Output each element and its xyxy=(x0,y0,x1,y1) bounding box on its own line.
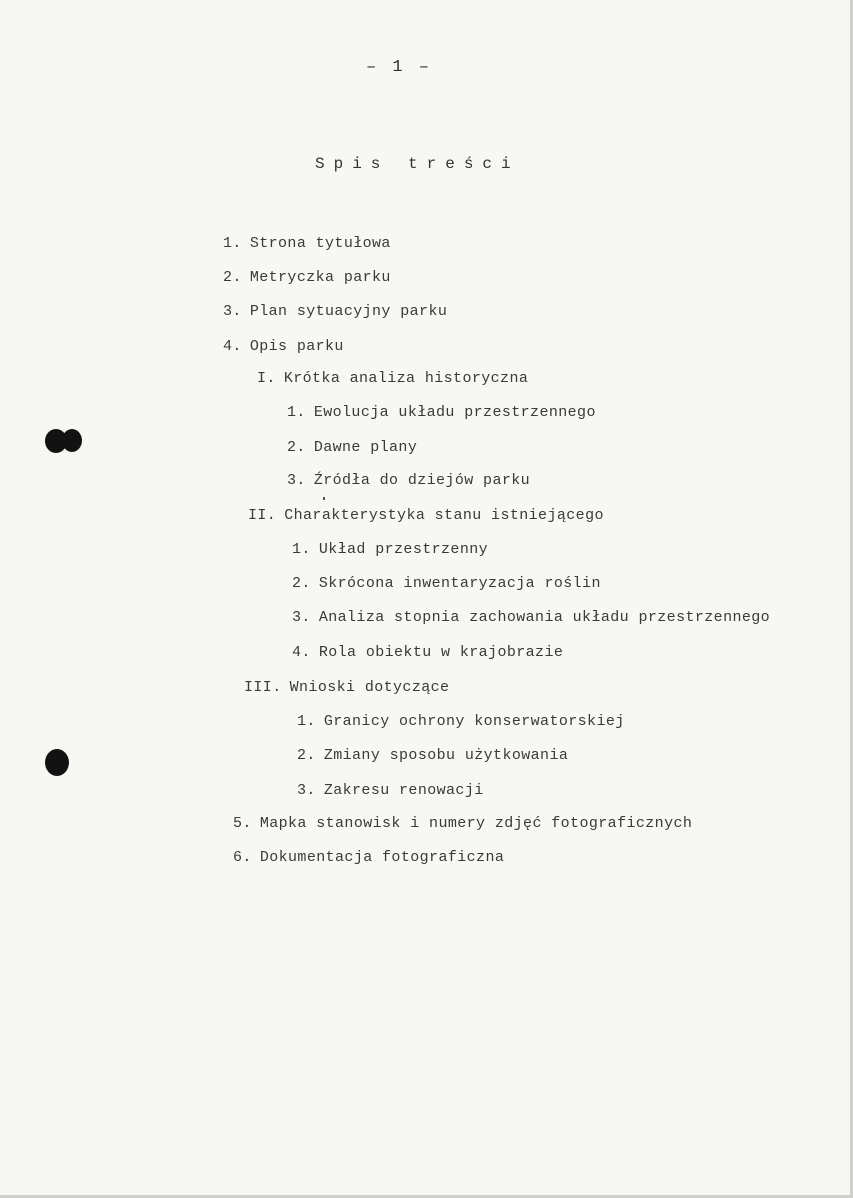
punch-hole xyxy=(62,429,82,452)
toc-section-label: Wnioski dotyczące xyxy=(289,679,450,696)
toc-subitem-label: Granicy ochrony konserwatorskiej xyxy=(323,713,625,730)
toc-subitem xyxy=(297,747,568,764)
toc-subitem-number: 4. xyxy=(292,644,311,661)
toc-subitem xyxy=(292,609,770,626)
toc-subitem-label: Zmiany sposobu użytkowania xyxy=(323,747,569,764)
toc-subitem-label: Ewolucja układu przestrzennego xyxy=(313,404,596,421)
toc-item xyxy=(233,849,504,866)
toc-subitem xyxy=(292,644,563,661)
toc-item-number: 5. xyxy=(233,815,252,832)
toc-subitem xyxy=(297,782,484,799)
toc-subitem-number: 2. xyxy=(287,439,306,456)
toc-item xyxy=(223,235,391,252)
toc-subitem xyxy=(287,472,530,489)
toc-item-label: Opis parku xyxy=(249,338,344,355)
toc-item-number: 2. xyxy=(223,269,242,286)
toc-item xyxy=(223,338,344,355)
toc-item-number: 6. xyxy=(233,849,252,866)
toc-subitem xyxy=(297,713,625,730)
ink-mark xyxy=(323,497,325,500)
toc-section-number: III. xyxy=(244,679,282,696)
toc-section-label: Krótka analiza historyczna xyxy=(283,370,529,387)
toc-subitem xyxy=(287,439,417,456)
toc-subitem-label: Dawne plany xyxy=(313,439,418,456)
toc-section-number: II. xyxy=(248,507,277,524)
toc-subitem-number: 2. xyxy=(297,747,316,764)
toc-item-label: Plan sytuacyjny parku xyxy=(249,303,448,320)
toc-item-number: 3. xyxy=(223,303,242,320)
toc-subitem-number: 3. xyxy=(292,609,311,626)
page-number: – 1 – xyxy=(366,58,433,77)
toc-subitem-number: 3. xyxy=(287,472,306,489)
toc-section xyxy=(248,507,604,524)
page-title: Spis treści xyxy=(315,155,520,173)
toc-subitem xyxy=(292,575,601,592)
toc-subitem-number: 1. xyxy=(297,713,316,730)
toc-section-label: Charakterystyka stanu istniejącego xyxy=(284,507,604,524)
toc-subitem-label: Zakresu renowacji xyxy=(323,782,484,799)
toc-subitem-label: Układ przestrzenny xyxy=(318,541,489,558)
toc-subitem-number: 2. xyxy=(292,575,311,592)
toc-section xyxy=(257,370,528,387)
toc-subitem-number: 3. xyxy=(297,782,316,799)
toc-item-label: Metryczka parku xyxy=(249,269,391,286)
toc-subitem-label: Źródła do dziejów parku xyxy=(313,472,531,489)
toc-subitem-number: 1. xyxy=(287,404,306,421)
toc-item-number: 1. xyxy=(223,235,242,252)
toc-subitem xyxy=(287,404,596,421)
toc-subitem-number: 1. xyxy=(292,541,311,558)
toc-subitem-label: Skrócona inwentaryzacja roślin xyxy=(318,575,601,592)
toc-item-label: Mapka stanowisk i numery zdjęć fotograficznych xyxy=(259,815,693,832)
toc-item xyxy=(223,269,391,286)
toc-item-number: 4. xyxy=(223,338,242,355)
toc-section xyxy=(244,679,449,696)
toc-item-label: Dokumentacja fotograficzna xyxy=(259,849,505,866)
toc-item-label: Strona tytułowa xyxy=(249,235,391,252)
punch-hole xyxy=(45,749,69,776)
toc-subitem-label: Analiza stopnia zachowania układu przestrzennego xyxy=(318,609,771,626)
toc-subitem xyxy=(292,541,488,558)
toc-item xyxy=(233,815,692,832)
toc-item xyxy=(223,303,447,320)
toc-section-number: I. xyxy=(257,370,276,387)
toc-subitem-label: Rola obiektu w krajobrazie xyxy=(318,644,564,661)
